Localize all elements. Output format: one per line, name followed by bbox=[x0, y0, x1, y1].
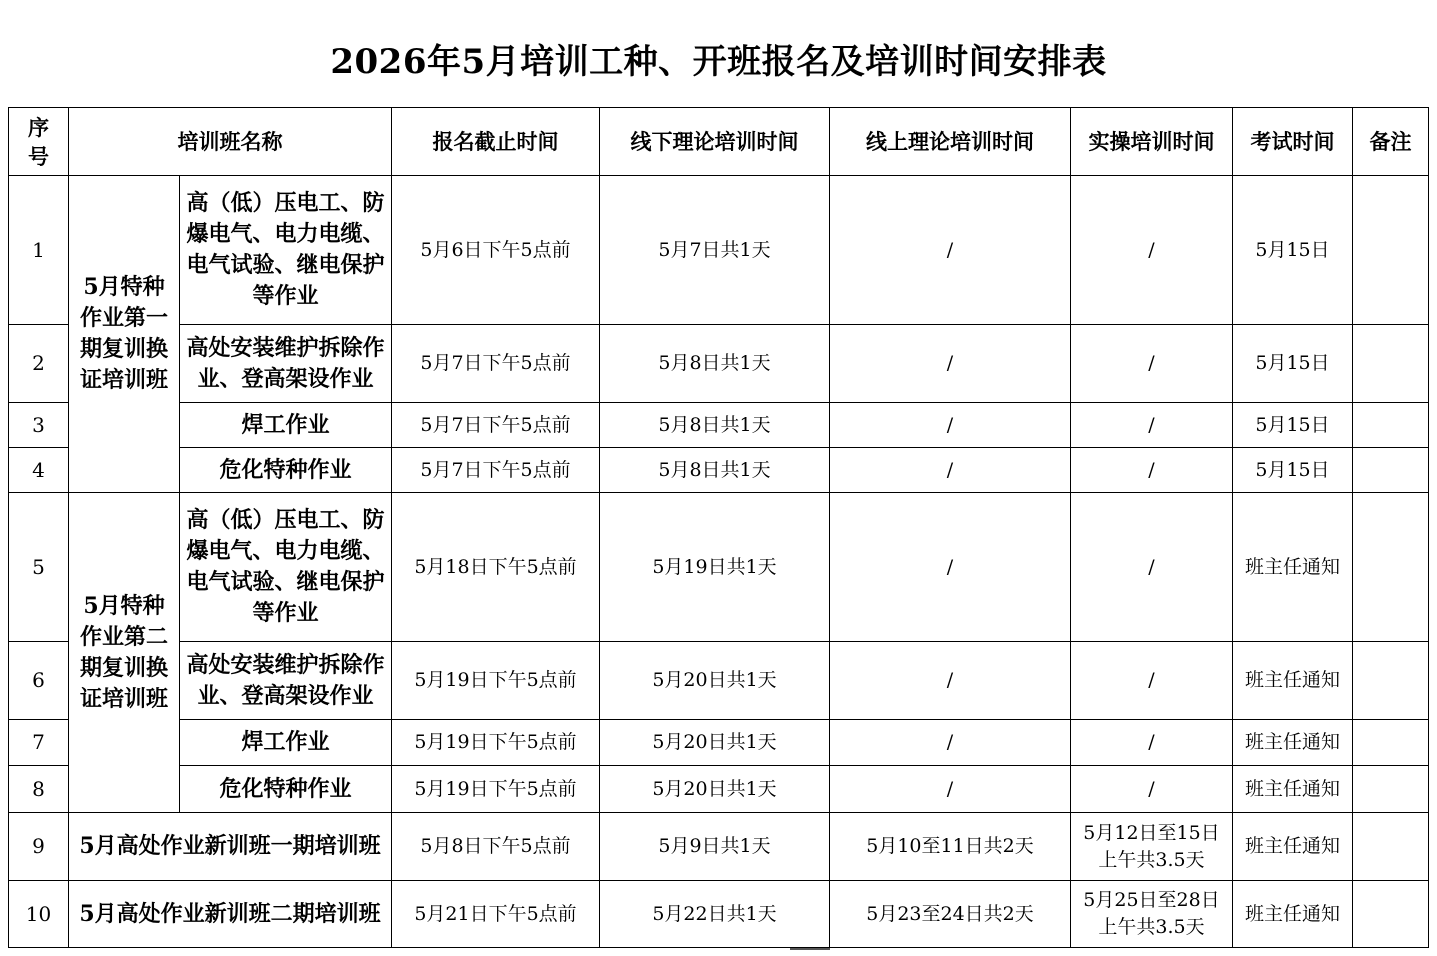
row-seq: 10 bbox=[9, 881, 69, 948]
offline-cell: 5月22日共1天 bbox=[600, 881, 830, 948]
remark-cell bbox=[1353, 403, 1429, 448]
deadline-cell: 5月18日下午5点前 bbox=[392, 493, 600, 642]
online-cell: / bbox=[830, 766, 1071, 813]
practice-cell: 5月25日至28日上午共3.5天 bbox=[1071, 881, 1233, 948]
deadline-cell: 5月8日下午5点前 bbox=[392, 813, 600, 881]
offline-cell: 5月9日共1天 bbox=[600, 813, 830, 881]
deadline-cell: 5月19日下午5点前 bbox=[392, 642, 600, 720]
deadline-cell: 5月19日下午5点前 bbox=[392, 766, 600, 813]
class-name: 高（低）压电工、防爆电气、电力电缆、电气试验、继电保护等作业 bbox=[180, 493, 392, 642]
remark-cell bbox=[1353, 881, 1429, 948]
online-cell: / bbox=[830, 403, 1071, 448]
table-row bbox=[9, 642, 1429, 720]
online-cell: 5月10至11日共2天 bbox=[830, 813, 1071, 881]
table-row bbox=[9, 176, 1429, 325]
exam-cell: 班主任通知 bbox=[1233, 493, 1353, 642]
remark-cell bbox=[1353, 720, 1429, 766]
remark-cell bbox=[1353, 176, 1429, 325]
remark-cell bbox=[1353, 325, 1429, 403]
online-cell: / bbox=[830, 493, 1071, 642]
offline-cell: 5月8日共1天 bbox=[600, 325, 830, 403]
practice-cell: / bbox=[1071, 493, 1233, 642]
class-name: 焊工作业 bbox=[180, 403, 392, 448]
page-edge-fragment bbox=[790, 948, 830, 953]
class-name: 危化特种作业 bbox=[180, 448, 392, 493]
online-cell: / bbox=[830, 720, 1071, 766]
table-row bbox=[9, 493, 1429, 642]
header-exam: 考试时间 bbox=[1233, 108, 1353, 176]
exam-cell: 班主任通知 bbox=[1233, 766, 1353, 813]
exam-cell: 5月15日 bbox=[1233, 448, 1353, 493]
remark-cell bbox=[1353, 813, 1429, 881]
row-seq: 2 bbox=[9, 325, 69, 403]
practice-cell: / bbox=[1071, 720, 1233, 766]
group-label: 5月特种作业第一期复训换证培训班 bbox=[69, 176, 180, 493]
exam-cell: 班主任通知 bbox=[1233, 642, 1353, 720]
header-online: 线上理论培训时间 bbox=[830, 108, 1071, 176]
row-seq: 6 bbox=[9, 642, 69, 720]
offline-cell: 5月7日共1天 bbox=[600, 176, 830, 325]
practice-cell: / bbox=[1071, 766, 1233, 813]
practice-cell: / bbox=[1071, 642, 1233, 720]
online-cell: / bbox=[830, 448, 1071, 493]
class-name: 焊工作业 bbox=[180, 720, 392, 766]
online-cell: / bbox=[830, 642, 1071, 720]
deadline-cell: 5月7日下午5点前 bbox=[392, 448, 600, 493]
table-row bbox=[9, 813, 1429, 881]
group-label: 5月特种作业第二期复训换证培训班 bbox=[69, 493, 180, 813]
exam-cell: 5月15日 bbox=[1233, 403, 1353, 448]
deadline-cell: 5月6日下午5点前 bbox=[392, 176, 600, 325]
deadline-cell: 5月21日下午5点前 bbox=[392, 881, 600, 948]
row-seq: 1 bbox=[9, 176, 69, 325]
exam-cell: 班主任通知 bbox=[1233, 813, 1353, 881]
offline-cell: 5月8日共1天 bbox=[600, 448, 830, 493]
row-seq: 4 bbox=[9, 448, 69, 493]
practice-cell: / bbox=[1071, 325, 1233, 403]
header-offline: 线下理论培训时间 bbox=[600, 108, 830, 176]
practice-cell: / bbox=[1071, 176, 1233, 325]
exam-cell: 班主任通知 bbox=[1233, 881, 1353, 948]
page-title: 2026年5月培训工种、开班报名及培训时间安排表 bbox=[330, 42, 1107, 82]
online-cell: / bbox=[830, 325, 1071, 403]
header-seq: 序号 bbox=[9, 108, 69, 176]
row-seq: 3 bbox=[9, 403, 69, 448]
table-row bbox=[9, 325, 1429, 403]
table-row bbox=[9, 766, 1429, 813]
practice-cell: / bbox=[1071, 448, 1233, 493]
deadline-cell: 5月7日下午5点前 bbox=[392, 403, 600, 448]
remark-cell bbox=[1353, 448, 1429, 493]
header-practice: 实操培训时间 bbox=[1071, 108, 1233, 176]
header-class-name: 培训班名称 bbox=[69, 108, 392, 176]
class-name: 危化特种作业 bbox=[180, 766, 392, 813]
offline-cell: 5月19日共1天 bbox=[600, 493, 830, 642]
class-name: 5月高处作业新训班二期培训班 bbox=[69, 881, 392, 948]
online-cell: 5月23至24日共2天 bbox=[830, 881, 1071, 948]
exam-cell: 5月15日 bbox=[1233, 176, 1353, 325]
table-row bbox=[9, 448, 1429, 493]
practice-cell: / bbox=[1071, 403, 1233, 448]
row-seq: 5 bbox=[9, 493, 69, 642]
table-row bbox=[9, 403, 1429, 448]
remark-cell bbox=[1353, 493, 1429, 642]
class-name: 5月高处作业新训班一期培训班 bbox=[69, 813, 392, 881]
row-seq: 7 bbox=[9, 720, 69, 766]
header-row bbox=[9, 108, 1429, 176]
offline-cell: 5月8日共1天 bbox=[600, 403, 830, 448]
class-name: 高处安装维护拆除作业、登高架设作业 bbox=[180, 325, 392, 403]
remark-cell bbox=[1353, 766, 1429, 813]
practice-cell: 5月12日至15日上午共3.5天 bbox=[1071, 813, 1233, 881]
remark-cell bbox=[1353, 642, 1429, 720]
exam-cell: 班主任通知 bbox=[1233, 720, 1353, 766]
header-deadline: 报名截止时间 bbox=[392, 108, 600, 176]
offline-cell: 5月20日共1天 bbox=[600, 642, 830, 720]
row-seq: 8 bbox=[9, 766, 69, 813]
row-seq: 9 bbox=[9, 813, 69, 881]
schedule-table bbox=[8, 107, 1429, 948]
header-remark: 备注 bbox=[1353, 108, 1429, 176]
deadline-cell: 5月19日下午5点前 bbox=[392, 720, 600, 766]
online-cell: / bbox=[830, 176, 1071, 325]
exam-cell: 5月15日 bbox=[1233, 325, 1353, 403]
class-name: 高（低）压电工、防爆电气、电力电缆、电气试验、继电保护等作业 bbox=[180, 176, 392, 325]
deadline-cell: 5月7日下午5点前 bbox=[392, 325, 600, 403]
offline-cell: 5月20日共1天 bbox=[600, 766, 830, 813]
class-name: 高处安装维护拆除作业、登高架设作业 bbox=[180, 642, 392, 720]
table-row bbox=[9, 720, 1429, 766]
table-row bbox=[9, 881, 1429, 948]
offline-cell: 5月20日共1天 bbox=[600, 720, 830, 766]
